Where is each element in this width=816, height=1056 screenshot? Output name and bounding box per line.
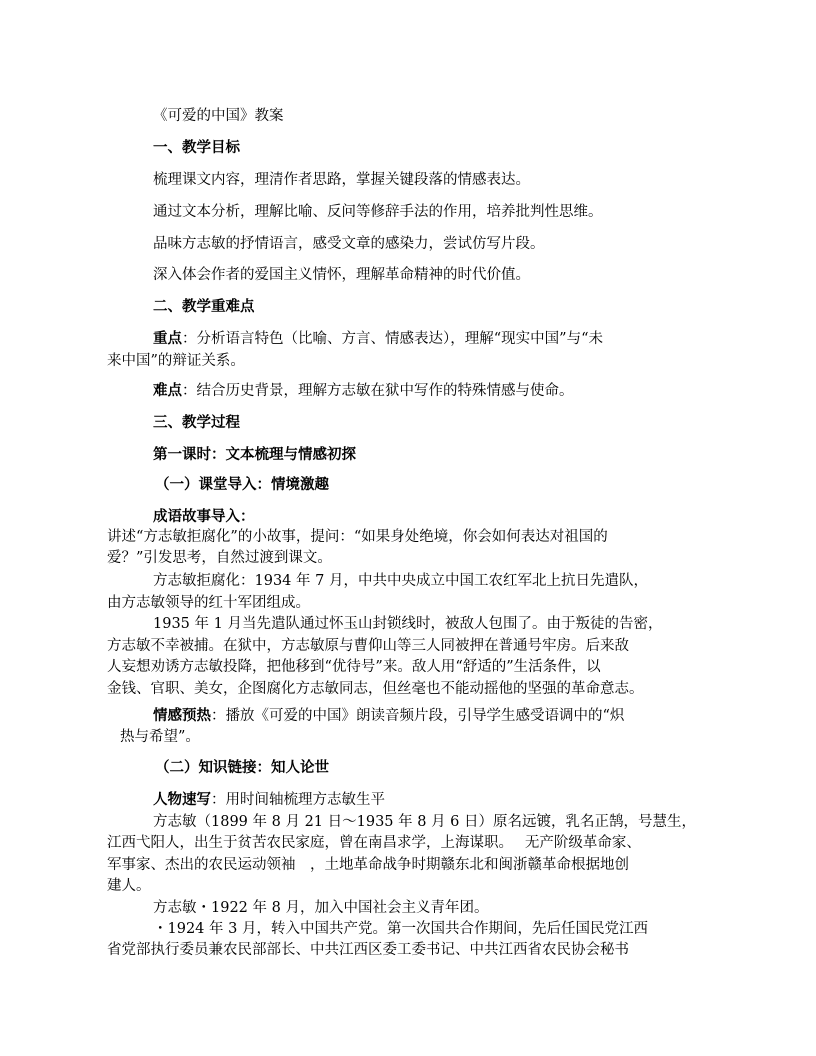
bio-line <box>153 791 385 809</box>
section-heading-objectives: 一、教学目标 <box>153 139 240 156</box>
part-2-heading: （二）知识链接：知人论世 <box>155 759 329 776</box>
bio-text: ：用时间轴梳理方志敏生平 <box>211 792 385 808</box>
bio-paragraph-line-3: 军事家、杰出的农民运动领袖 ，土地革命战争时期赣东北和闽浙赣革命根据地创 <box>107 857 629 873</box>
difficulty-label: 难点 <box>153 382 182 399</box>
story-line-1: 讲述“方志敏拒腐化”的小故事，提问：“如果身处绝境，你会如何表达对祖国的 <box>107 529 608 545</box>
objective-3: 品味方志敏的抒情语言，感受文章的感染力，尝试仿写片段。 <box>153 236 545 252</box>
emotion-line-2: 热与希望”。 <box>120 729 200 745</box>
key-point-line-1 <box>153 330 603 348</box>
document-title: 《可爱的中国》教案 <box>153 108 284 124</box>
timeline-item-2: ・1924 年 3 月，转入中国共产党。第一次国共合作期间，先后任国民党江西 <box>153 921 648 937</box>
story-label: 成语故事导入： <box>153 508 255 525</box>
difficulty-text: ：结合历史背景，理解方志敏在狱中写作的特殊情感与使命。 <box>182 383 574 399</box>
emotion-line-1 <box>153 707 624 725</box>
paragraph-2-line-3: 人妄想劝诱方志敏投降，把他移到“优待号”来。敌人用“舒适的”生活条件，以 <box>107 659 601 675</box>
key-point-label: 重点 <box>153 330 182 347</box>
paragraph-1-line-1: 方志敏拒腐化：1934 年 7 月，中共中央成立中国工农红军北上抗日先遣队， <box>153 573 648 589</box>
objective-1: 梳理课文内容，理清作者思路，掌握关键段落的情感表达。 <box>153 172 530 188</box>
paragraph-2-line-1: 1935 年 1 月当先遣队通过怀玉山封锁线时，被敌人包围了。由于叛徒的告密， <box>153 616 663 632</box>
paragraph-1-line-2: 由方志敏领导的红十军团组成。 <box>107 595 310 611</box>
key-point-line-2: 来中国”的辩证关系。 <box>107 353 245 369</box>
objective-2: 通过文本分析，理解比喻、反问等修辞手法的作用，培养批判性思维。 <box>153 204 603 220</box>
emotion-text: ：播放《可爱的中国》朗读音频片段，引导学生感受语调中的“炽 <box>211 708 625 724</box>
paragraph-2-line-4: 金钱、官职、美女，企图腐化方志敏同志，但丝毫也不能动摇他的坚强的革命意志。 <box>107 681 644 697</box>
timeline-item-2-continued: 省党部执行委员兼农民部部长、中共江西区委工委书记、中共江西省农民协会秘书 <box>107 942 629 958</box>
section-heading-process: 三、教学过程 <box>153 414 240 431</box>
story-line-2: 爱？”引发思考，自然过渡到课文。 <box>107 550 332 566</box>
difficulty-line <box>153 382 574 400</box>
objective-4: 深入体会作者的爱国主义情怀，理解革命精神的时代价值。 <box>153 267 530 283</box>
bio-paragraph-line-2: 江西弋阳人，出生于贫苦农民家庭，曾在南昌求学，上海谋职。 无产阶级革命家、 <box>107 835 641 851</box>
bio-label: 人物速写 <box>153 791 211 808</box>
bio-paragraph-line-4: 建人。 <box>107 878 151 894</box>
lesson-1-heading: 第一课时：文本梳理与情感初探 <box>153 446 356 463</box>
key-point-text: ：分析语言特色（比喻、方言、情感表达），理解“现实中国”与“未 <box>182 331 603 347</box>
emotion-label: 情感预热 <box>153 707 211 724</box>
paragraph-2-line-2: 方志敏不幸被捕。在狱中，方志敏原与曹仰山等三人同被押在普通号牢房。后来敌 <box>107 638 629 654</box>
part-1-heading: （一）课堂导入：情境激趣 <box>155 476 329 493</box>
timeline-item-1: 方志敏・1922 年 8 月，加入中国社会主义青年团。 <box>153 900 489 916</box>
bio-paragraph-line-1: 方志敏（1899 年 8 月 21 日～1935 年 8 月 6 日）原名远镀，乳名正鹄，号慧生， <box>153 814 697 830</box>
section-heading-key-points: 二、教学重难点 <box>153 298 255 315</box>
